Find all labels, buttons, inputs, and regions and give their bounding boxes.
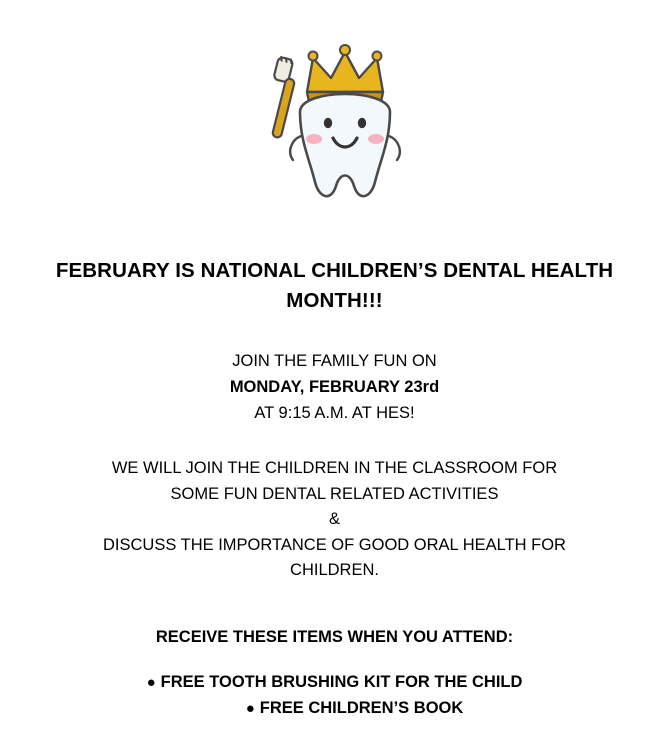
list-item-label: FREE TOOTH BRUSHING KIT FOR THE CHILD <box>160 672 523 691</box>
flyer-headline: FEBRUARY IS NATIONAL CHILDREN’S DENTAL HEALTH MONTH!!! <box>55 259 614 312</box>
crowned-tooth-with-toothbrush-icon <box>235 40 435 230</box>
toothbrush-icon <box>271 56 294 138</box>
details-line-4: DISCUSS THE IMPORTANCE OF GOOD ORAL HEALTH FOR <box>103 535 566 554</box>
invite-block <box>35 349 635 426</box>
details-line-1: WE WILL JOIN THE CHILDREN IN THE CLASSROOM FOR <box>111 459 558 478</box>
bullet-dot-icon: ● <box>245 700 255 718</box>
list-item <box>35 669 635 695</box>
list-item-label: FREE CHILDREN’S BOOK <box>259 699 464 718</box>
details-ampersand: & <box>328 510 340 529</box>
invite-time-location: AT 9:15 A.M. AT HES! <box>254 403 415 422</box>
invite-date: MONDAY, FEBRUARY 23rd <box>229 378 440 396</box>
bullet-dot-icon: ● <box>146 673 156 691</box>
tooth-body-icon <box>290 94 400 196</box>
invite-line-1: JOIN THE FAMILY FUN ON <box>232 352 437 371</box>
receive-items-list <box>35 669 635 722</box>
receive-items-heading: RECEIVE THESE ITEMS WHEN YOU ATTEND: <box>155 627 514 646</box>
details-block <box>35 456 635 584</box>
mascot-illustration-container <box>0 0 669 230</box>
details-line-5: CHILDREN. <box>290 561 379 580</box>
details-line-2: SOME FUN DENTAL RELATED ACTIVITIES <box>170 484 499 503</box>
list-item <box>35 695 635 721</box>
